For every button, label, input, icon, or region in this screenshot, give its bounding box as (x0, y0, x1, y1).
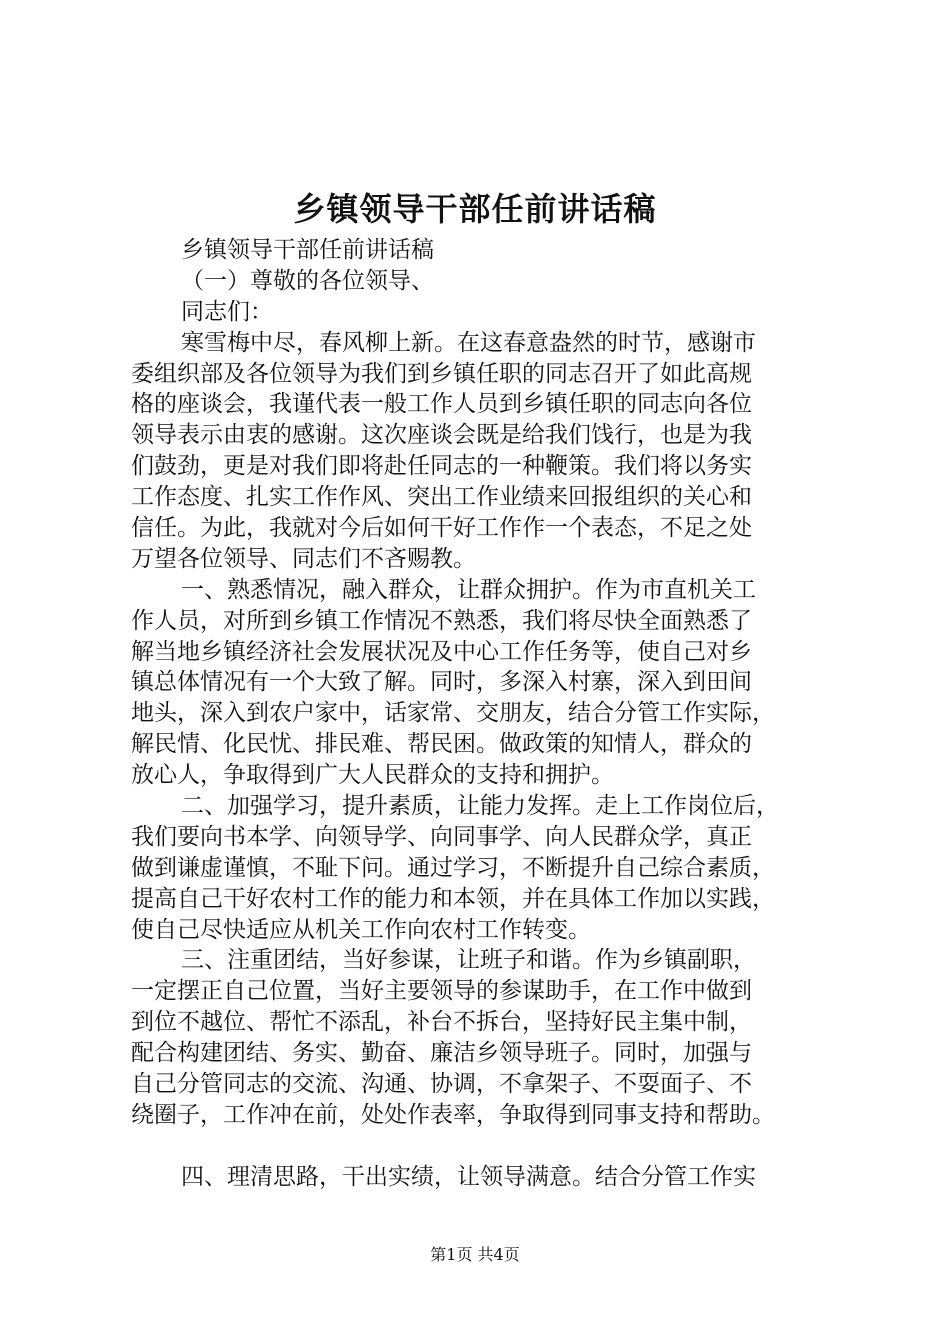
salutation-line: 同志们： (181, 298, 273, 325)
paragraph-gap (131, 1131, 831, 1162)
subtitle-line: 乡镇领导干部任前讲话稿 (181, 237, 434, 263)
paragraph-line: 工作态度、扎实工作作风、突出工作业绩来回报组织的关心和 (131, 484, 752, 511)
paragraph-line: 三、注重团结，当好参谋，让班子和谐。作为乡镇副职， (181, 947, 756, 974)
paragraph-line: 寒雪梅中尽，春风柳上新。在这春意盎然的时节，感谢市 (181, 329, 756, 356)
document-body (131, 235, 831, 1193)
paragraph-line: 镇总体情况有一个大致了解。同时，多深入村寨，深入到田间 (131, 669, 752, 696)
paragraph-line: 们鼓劲，更是对我们即将赴任同志的一种鞭策。我们将以务实 (131, 453, 752, 480)
paragraph-line: 提高自己干好农村工作的能力和本领，并在具体工作加以实践， (131, 885, 775, 912)
paragraph-line: 一定摆正自己位置，当好主要领导的参谋助手，在工作中做到 (131, 978, 752, 1005)
paragraph-line: 绕圈子，工作冲在前，处处作表率，争取得到同事支持和帮助。 (131, 1101, 775, 1128)
paragraph-line: 委组织部及各位领导为我们到乡镇任职的同志召开了如此高规 (131, 360, 752, 387)
paragraph-line: 一、熟悉情况，融入群众，让群众拥护。作为市直机关工 (181, 576, 756, 603)
paragraph-line: 格的座谈会，我谨代表一般工作人员到乡镇任职的同志向各位 (131, 391, 752, 418)
paragraph-line: 作人员，对所到乡镇工作情况不熟悉，我们将尽快全面熟悉了 (131, 607, 752, 634)
paragraph-line: 自己分管同志的交流、沟通、协调，不拿架子、不耍面子、不 (131, 1071, 752, 1098)
paragraph-line: 解当地乡镇经济社会发展状况及中心工作任务等，使自己对乡 (131, 638, 752, 665)
paragraph-line: 万望各位领导、同志们不吝赐教。 (131, 545, 476, 572)
paragraph-line: 四、理清思路，干出实绩，让领导满意。结合分管工作实 (181, 1163, 756, 1190)
page-footer: 第1页 共4页 (430, 1245, 520, 1264)
paragraph-line: 信任。为此，我就对今后如何干好工作作一个表态，不足之处 (131, 515, 752, 542)
salutation-line: （一）尊敬的各位领导、 (181, 267, 434, 294)
paragraph-line: 使自己尽快适应从机关工作向农村工作转变。 (131, 916, 591, 943)
paragraph-line: 放心人，争取得到广大人民群众的支持和拥护。 (131, 762, 614, 789)
paragraph-line: 地头，深入到农户家中，话家常、交朋友，结合分管工作实际， (131, 700, 775, 727)
paragraph-line: 到位不越位、帮忙不添乱，补台不拆台，坚持好民主集中制， (131, 1009, 752, 1036)
paragraph-line: 解民情、化民忧、排民难、帮民困。做政策的知情人，群众的 (131, 731, 752, 758)
document-title: 乡镇领导干部任前讲话稿 (293, 190, 657, 228)
paragraph-line: 领导表示由衷的感谢。这次座谈会既是给我们饯行，也是为我 (131, 422, 752, 449)
paragraph-line: 我们要向书本学、向领导学、向同事学、向人民群众学，真正 (131, 823, 752, 850)
paragraph-line: 二、加强学习，提升素质，让能力发挥。走上工作岗位后， (181, 793, 779, 820)
paragraph-line: 做到谦虚谨慎，不耻下问。通过学习，不断提升自己综合素质， (131, 854, 775, 881)
paragraph-line: 配合构建团结、务实、勤奋、廉洁乡领导班子。同时，加强与 (131, 1040, 752, 1067)
